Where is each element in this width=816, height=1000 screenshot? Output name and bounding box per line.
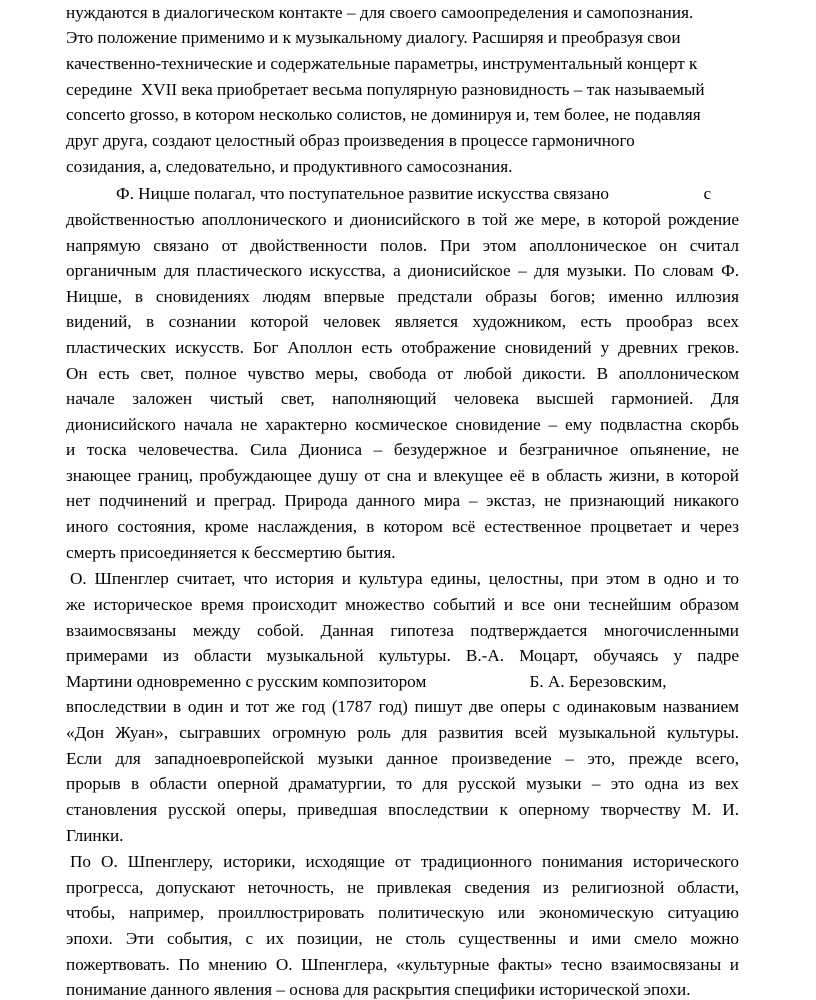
text-line: смерть присоединяется к бессмертию бытия. — [66, 543, 396, 562]
text-line: Глинки. — [66, 826, 124, 845]
text-line: О. Шпенглер считает, что история и культура едины, целостны, при этом в одно и то — [70, 569, 739, 588]
text-line: впоследствии в один и тот же год (1787 год) пишут две оперы с одинаковым названием — [66, 697, 739, 716]
text-line: видений, в сознании которой человек является художником, есть прообраз всех — [66, 312, 739, 331]
text-line: знающее границ, пробуждающее душу от сна и влекущее её в область жизни, в которой — [66, 466, 739, 485]
text-line: начале заложен чистый свет, наполняющий человека высшей гармонией. Для — [66, 389, 739, 408]
text-line: Он есть свет, полное чувство меры, свобода от любой дикости. В аполлоническом — [66, 364, 739, 383]
text-line: эпохи. Эти события, с их позиции, не столь существенны и ими смело можно — [66, 929, 739, 948]
text-line: же историческое время происходит множество событий и все они теснейшим образом — [66, 595, 739, 614]
text-line: напрямую связано от двойственности полов. При этом аполлоническое он считал — [66, 236, 739, 255]
text-line: нет подчинений и преград. Природа данного мира – экстаз, не признающий никакого — [66, 491, 739, 510]
text-line: качественно-технические и содержательные параметры, инструментальный концерт к — [66, 54, 698, 73]
text-line: Это положение применимо и к музыкальному диалогу. Расширяя и преобразуя свои — [66, 28, 681, 47]
text-line: «Дон Жуан», сыгравших огромную роль для развития всей музыкальной культуры. — [66, 723, 739, 742]
text-line: друг друга, создают целостный образ произведения в процессе гармоничного — [66, 131, 635, 150]
text-line: Ницше, в сновидениях людям впервые предстали образы богов; именно иллюзия — [66, 287, 739, 306]
text-line: примерами из области музыкальной культуры. В.-А. Моцарт, обучаясь у падре — [66, 646, 739, 665]
text-line: пожертвовать. По мнению О. Шпенглера, «культурные факты» тесно взаимосвязаны и — [66, 955, 739, 974]
text-line: и тоска человечества. Сила Диониса – безудержное и безграничное опьянение, не — [66, 440, 739, 459]
text-line: понимание данного явления – основа для раскрытия специфики исторической эпохи. — [66, 980, 691, 999]
text-line: Мартини одновременно с русским композитором Б. А. Березовским, — [66, 672, 667, 691]
text-line: органичным для пластического искусства, а дионисийское – для музыки. По словам Ф. — [66, 261, 739, 280]
text-line: взаимосвязаны между собой. Данная гипотеза подтверждается многочисленными — [66, 621, 739, 640]
text-line: Ф. Ницше полагал, что поступательное развитие искусства связано с — [116, 184, 712, 203]
text-line: созидания, а, следовательно, и продуктивного самосознания. — [66, 157, 513, 176]
text-line: пластических искусств. Бог Аполлон есть отображение сновидений у древних греков. — [66, 338, 739, 357]
text-line: прогресса, допускают неточность, не привлекая сведения из религиозной области, — [66, 878, 739, 897]
text-line: прорыв в области оперной драматургии, то для русской музыки – это одна из вех — [66, 774, 739, 793]
text-line: двойственностью аполлонического и дионисийского в той же мере, в которой рождение — [66, 210, 739, 229]
text-line: нуждаются в диалогическом контакте – для своего самоопределения и самопознания. — [66, 3, 694, 22]
text-line: дионисийского начала не характерно космическое сновидение – ему подвластна скорбь — [66, 415, 739, 434]
text-line: становления русской оперы, приведшая впоследствии к оперному творчеству М. И. — [66, 800, 739, 819]
text-line: середине XVII века приобретает весьма популярную разновидность – так называемый — [66, 80, 705, 99]
text-line: Если для западноевропейской музыки данное произведение – это, прежде всего, — [66, 749, 739, 768]
text-line: concerto grosso, в котором несколько солистов, не доминируя и, тем более, не подавляя — [66, 105, 701, 124]
text-line: иного состояния, кроме наслаждения, в котором всё естественное процветает и через — [66, 517, 739, 536]
text-line: По О. Шпенглеру, историки, исходящие от традиционного понимания исторического — [70, 852, 739, 871]
text-line: чтобы, например, проиллюстрировать политическую или экономическую ситуацию — [66, 903, 739, 922]
